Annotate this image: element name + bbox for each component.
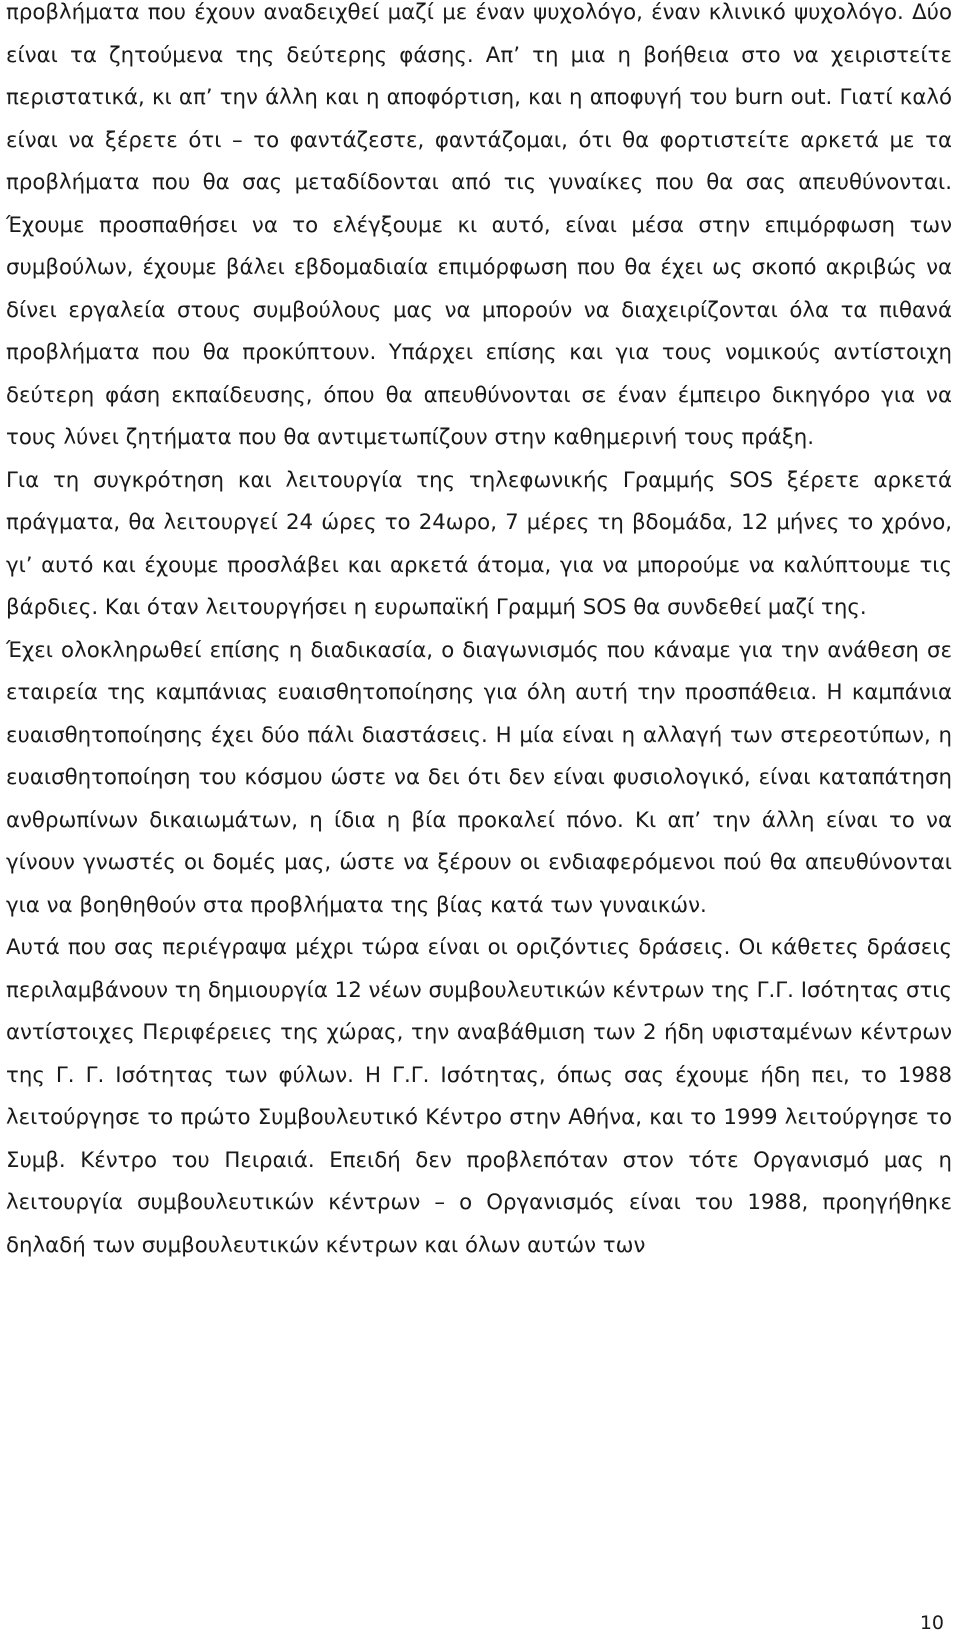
page-number: 10 <box>919 1612 944 1634</box>
paragraph: Έχει ολοκληρωθεί επίσης η διαδικασία, ο διαγωνισμός που κάναμε για την ανάθεση σε εταιρεία της καμπάνιας ευαισθητοποίησης για όλη αυτή την προσπάθεια. Η καμπάνια ευαισθητοποίησης έχει δύο πάλι διαστάσεις. Η μία είναι η αλλαγή των στερεοτύπων, η ευαισθητοποίηση του κόσμου ώστε να δει ότι δεν είναι φυσιολογικό, είναι καταπάτηση ανθρωπίνων δικαιωμάτων, η ίδια η βία προκαλεί πόνο. Κι απ’ την άλλη είναι το να γίνουν γνωστές οι δομές μας, ώστε να ξέρουν οι ενδιαφερόμενοι πού θα απευθύνονται για να βοηθηθούν στα προβλήματα της βίας κατά των γυναικών. <box>6 637 952 918</box>
body-text <box>6 0 952 1267</box>
paragraph: Για τη συγκρότηση και λειτουργία της τηλεφωνικής Γραμμής SOS ξέρετε αρκετά πράγματα, θα λειτουργεί 24 ώρες το 24ωρο, 7 μέρες τη βδομάδα, 12 μήνες το χρόνο, γι’ αυτό και έχουμε προσλάβει και αρκετά άτομα, για να μπορούμε να καλύπτουμε τις βάρδιες. Και όταν λειτουργήσει η ευρωπαϊκή Γραμμή SOS θα συνδεθεί μαζί της. <box>6 467 952 620</box>
paragraph: προβλήματα που έχουν αναδειχθεί μαζί με έναν ψυχολόγο, έναν κλινικό ψυχολόγο. Δύο είναι τα ζητούμενα της δεύτερης φάσης. Απ’ τη μια η βοήθεια στο να χειριστείτε περιστατικά, κι απ’ την άλλη και η αποφόρτιση, και η αποφυγή του burn out. Γιατί καλό είναι να ξέρετε ότι – το φαντάζεστε, φαντάζομαι, ότι θα φορτιστείτε αρκετά με τα προβλήματα που θα σας μεταδίδονται από τις γυναίκες που θα σας απευθύνονται. Έχουμε προσπαθήσει να το ελέγξουμε κι αυτό, είναι μέσα στην επιμόρφωση των συμβούλων, έχουμε βάλει εβδομαδιαία επιμόρφωση που θα έχει ως σκοπό ακριβώς να δίνει εργαλεία στους συμβούλους μας να μπορούν να διαχειρίζονται όλα τα πιθανά προβλήματα που θα προκύπτουν. Υπάρχει επίσης και για τους νομικούς αντίστοιχη δεύτερη φάση εκπαίδευσης, όπου θα απευθύνονται σε έναν έμπειρο δικηγόρο για να τους λύνει ζητήματα που θα αντιμετωπίζουν στην καθημερινή τους πράξη. <box>6 0 952 450</box>
paragraph: Αυτά που σας περιέγραψα μέχρι τώρα είναι οι οριζόντιες δράσεις. Οι κάθετες δράσεις περιλαμβάνουν τη δημιουργία 12 νέων συμβουλευτικών κέντρων της Γ.Γ. Ισότητας στις αντίστοιχες Περιφέρειες της χώρας, την αναβάθμιση των 2 ήδη υφισταμένων κέντρων της Γ. Γ. Ισότητας των φύλων. Η Γ.Γ. Ισότητας, όπως σας έχουμε ήδη πει, το 1988 λειτούργησε το πρώτο Συμβουλευτικό Κέντρο στην Αθήνα, και το 1999 λειτούργησε το Συμβ. Κέντρο του Πειραιά. Επειδή δεν προβλεπόταν στον τότε Οργανισμό μας η λειτουργία συμβουλευτικών κέντρων – ο Οργανισμός είναι του 1988, προηγήθηκε δηλαδή των συμβουλευτικών κέντρων και όλων αυτών των <box>6 935 952 1258</box>
